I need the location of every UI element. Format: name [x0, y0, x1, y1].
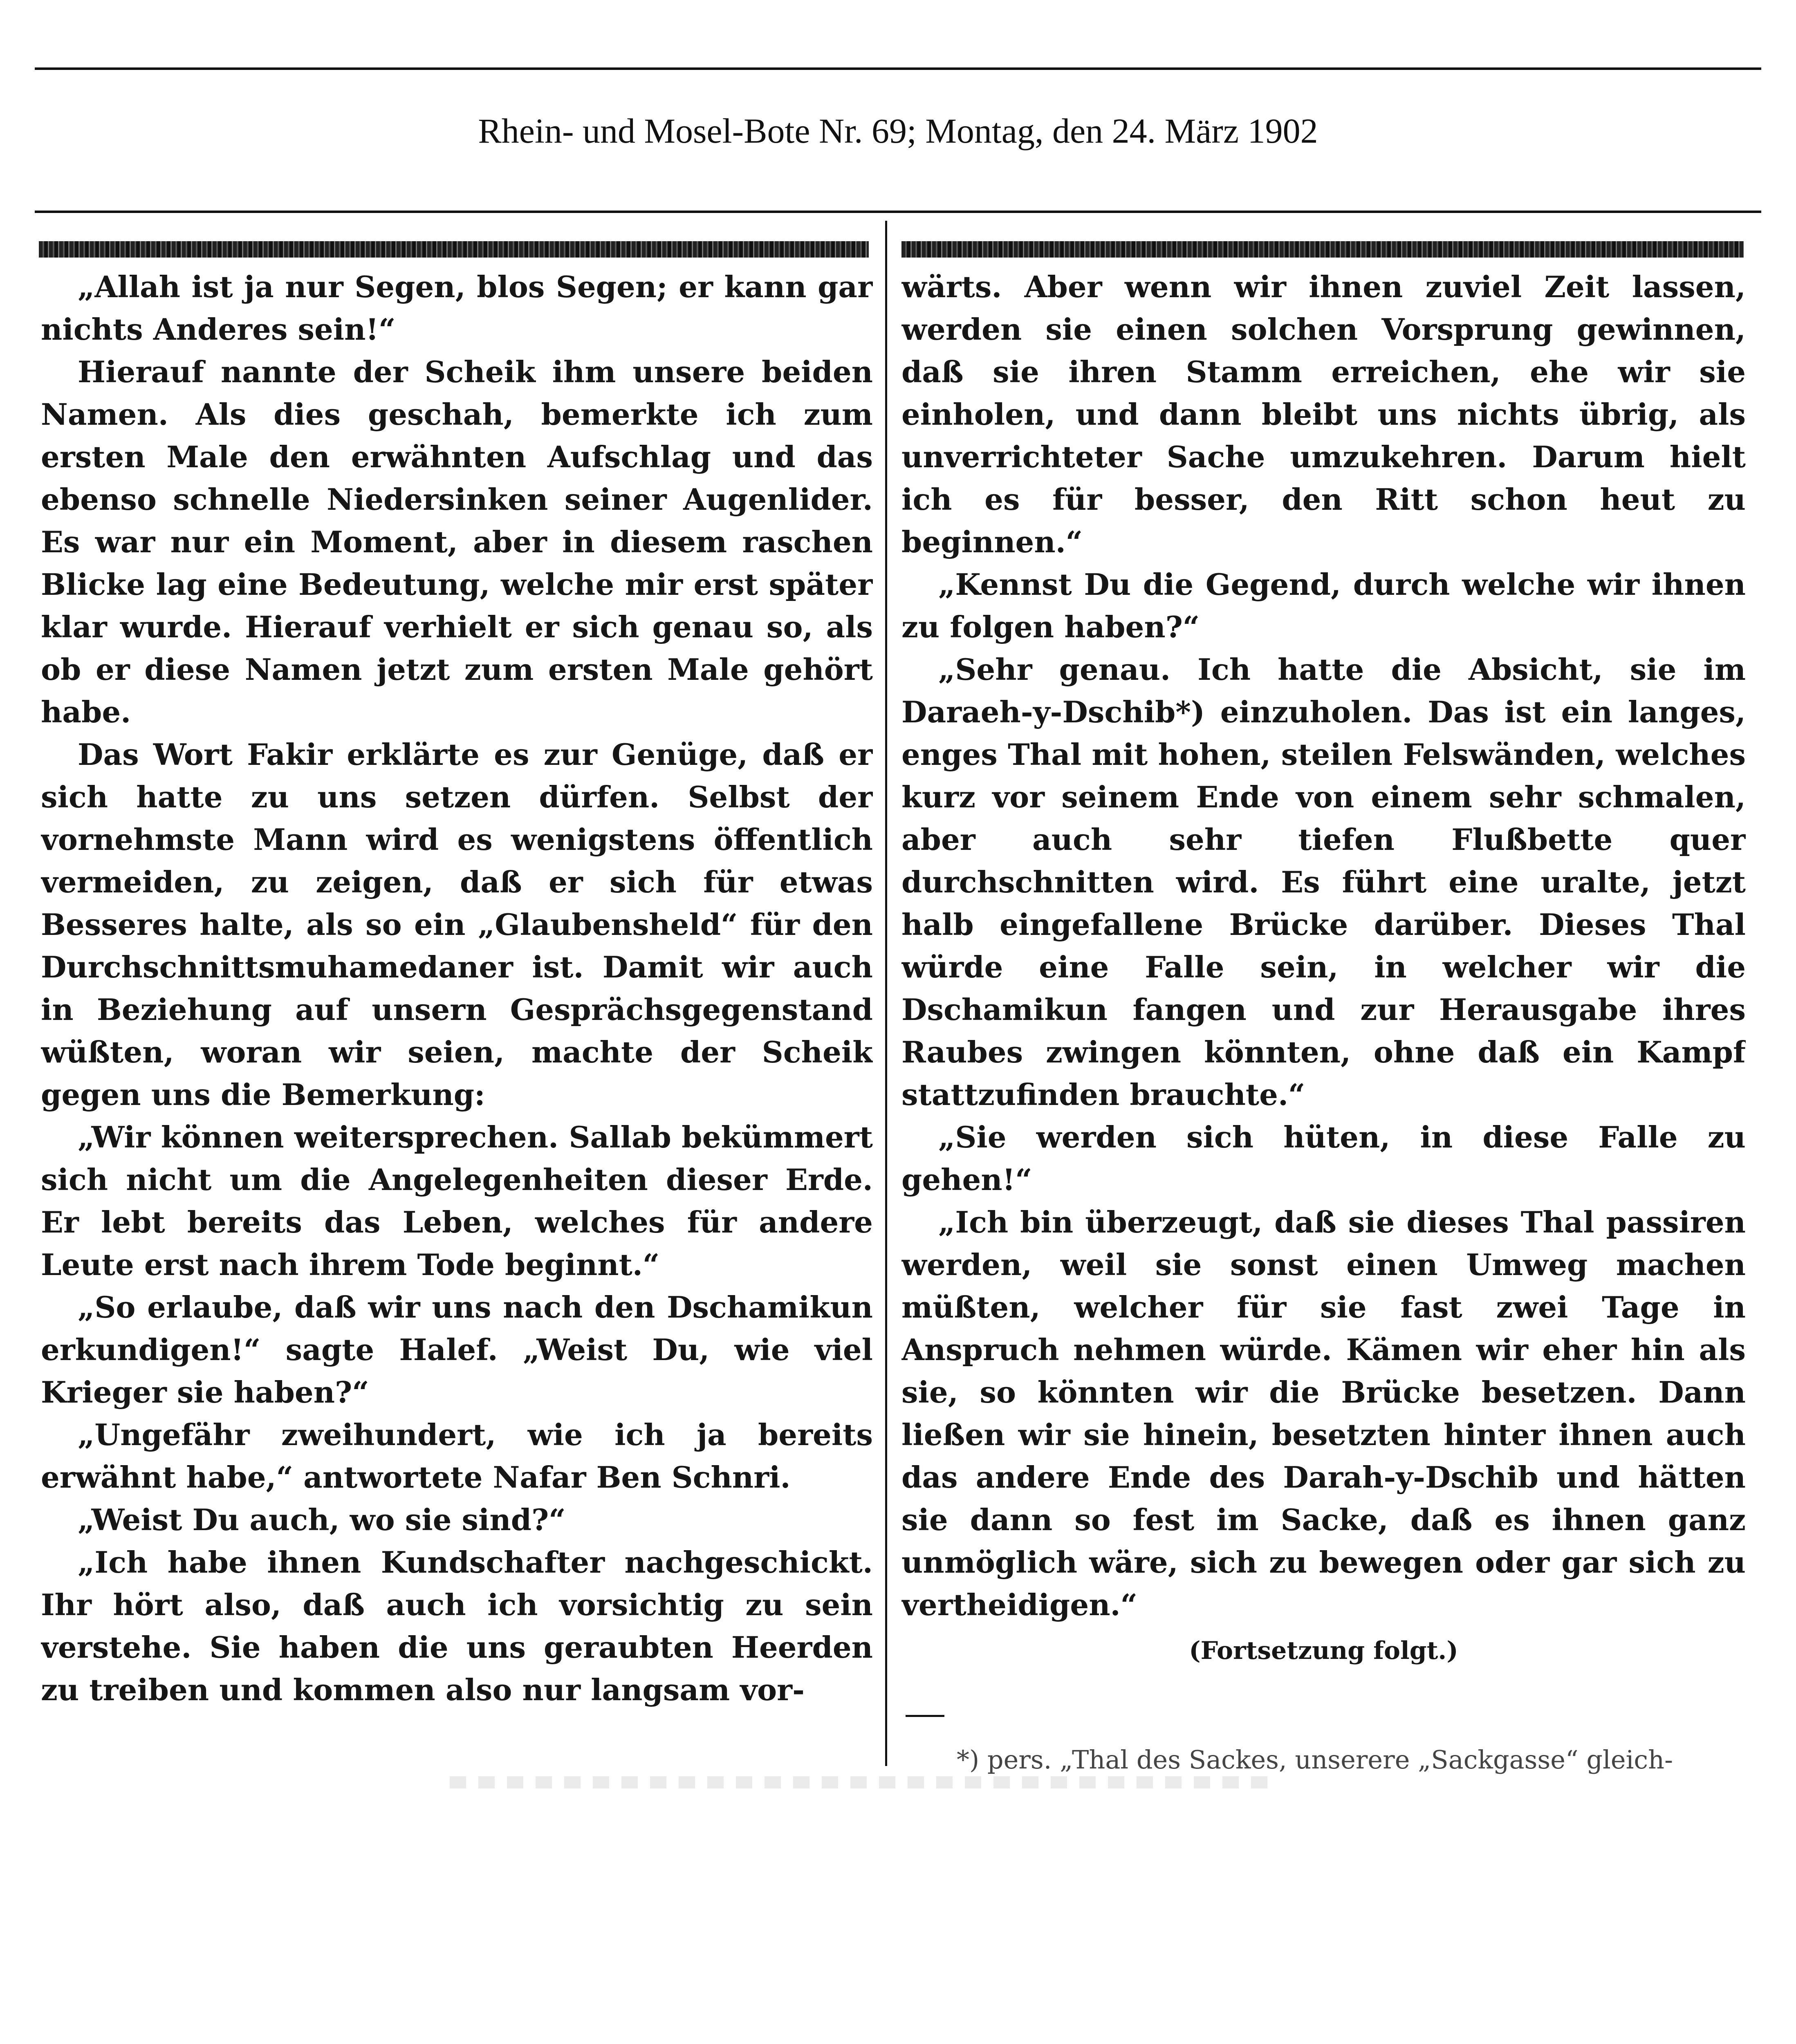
paragraph: „Allah ist ja nur Segen, blos Segen; er kann gar nichts Anderes sein!“: [41, 269, 873, 347]
paragraph: „Sie werden sich hüten, in diese Falle zu gehen!“: [901, 1120, 1746, 1197]
left-column: [41, 266, 873, 1770]
bleed-through-artifact: [450, 1776, 1267, 1788]
paragraph: „Ich bin überzeugt, daß sie dieses Thal passiren werden, weil sie sonst einen Umweg machen müßten, welcher für sie fast zwei Tage in Anspruch nehmen würde. Kämen wir eher hin als sie, so könnten wir die Brücke besetzen. Dann ließen wir sie hinein, besetzten hinter ihnen auch das andere Ende des Darah-y-Dschib und hätten sie dann so fest im Sacke, daß es ihnen ganz unmöglich wäre, sich zu bewegen oder gar sich zu vertheidigen.“: [901, 1205, 1746, 1622]
column-top-band-left: [39, 241, 869, 258]
right-column: [901, 266, 1746, 1705]
footnote-rule: [906, 1715, 944, 1717]
running-header: Rhein- und Mosel-Bote Nr. 69; Montag, den 24. März 1902: [478, 111, 1318, 150]
paragraph: „Sehr genau. Ich hatte die Absicht, sie im Daraeh-y-Dschib*) einzuholen. Das ist ein langes, enges Thal mit hohen, steilen Felswänden, welches kurz vor seinem Ende von einem sehr schmalen, aber auch sehr tiefen Flußbette quer durchschnitten wird. Es führt eine uralte, jetzt halb eingefallene Brücke darüber. Dieses Thal würde eine Falle sein, in welcher wir die Dschamikun fangen und zur Herausgabe ihres Raubes zwingen könnten, ohne daß ein Kampf stattzufinden brauchte.“: [901, 652, 1746, 1112]
paragraph: „Wir können weitersprechen. Sallab bekümmert sich nicht um die Angelegenheiten dieser Erde. Er lebt bereits das Leben, welches für andere Leute erst nach ihrem Tode beginnt.“: [41, 1120, 873, 1282]
footnote: *) pers. „Thal des Sackes, unserere „Sackgasse“ gleich-: [957, 1745, 1673, 1775]
paragraph: „Ungefähr zweihundert, wie ich ja bereits erwähnt habe,“ antwortete Nafar Ben Schnri.: [41, 1417, 873, 1495]
top-rule: [35, 67, 1761, 70]
continuation-note: (Fortsetzung folgt.): [1189, 1636, 1458, 1665]
header-rule: [35, 211, 1761, 213]
column-top-band-right: [901, 241, 1744, 258]
paragraph: Das Wort Fakir erklärte es zur Genüge, daß er sich hatte zu uns setzen dürfen. Selbst der vornehmste Mann wird es wenigstens öffentlich vermeiden, zu zeigen, daß er sich für etwas Besseres halte, als so ein „Glaubensheld“ für den Durchschnittsmuhamedaner ist. Damit wir auch in Beziehung auf unsern Gesprächsgegenstand wüßten, woran wir seien, machte der Scheik gegen uns die Bemerkung:: [41, 737, 873, 1112]
column-divider: [885, 221, 887, 1766]
paragraph: „Kennst Du die Gegend, durch welche wir ihnen zu folgen haben?“: [901, 567, 1746, 644]
paragraph: wärts. Aber wenn wir ihnen zuviel Zeit lassen, werden sie einen solchen Vorsprung gewinnen, daß sie ihren Stamm erreichen, ehe wir sie einholen, und dann bleibt uns nichts übrig, als unverrichteter Sache umzukehren. Darum hielt ich es für besser, den Ritt schon heut zu beginnen.“: [901, 269, 1746, 559]
paragraph: „Weist Du auch, wo sie sind?“: [78, 1502, 566, 1537]
paragraph: „So erlaube, daß wir uns nach den Dschamikun erkundigen!“ sagte Halef. „Weist Du, wie viel Krieger sie haben?“: [41, 1290, 873, 1410]
paragraph: „Ich habe ihnen Kundschafter nachgeschickt. Ihr hört also, daß auch ich vorsichtig zu sein verstehe. Sie haben die uns geraubten Heerden zu treiben und kommen also nur langsam vor-: [41, 1545, 873, 1707]
paragraph: Hierauf nannte der Scheik ihm unsere beiden Namen. Als dies geschah, bemerkte ich zum ersten Male den erwähnten Aufschlag und das ebenso schnelle Niedersinken seiner Augenlider. Es war nur ein Moment, aber in diesem raschen Blicke lag eine Bedeutung, welche mir erst später klar wurde. Hierauf verhielt er sich genau so, als ob er diese Namen jetzt zum ersten Male gehört habe.: [41, 354, 873, 729]
